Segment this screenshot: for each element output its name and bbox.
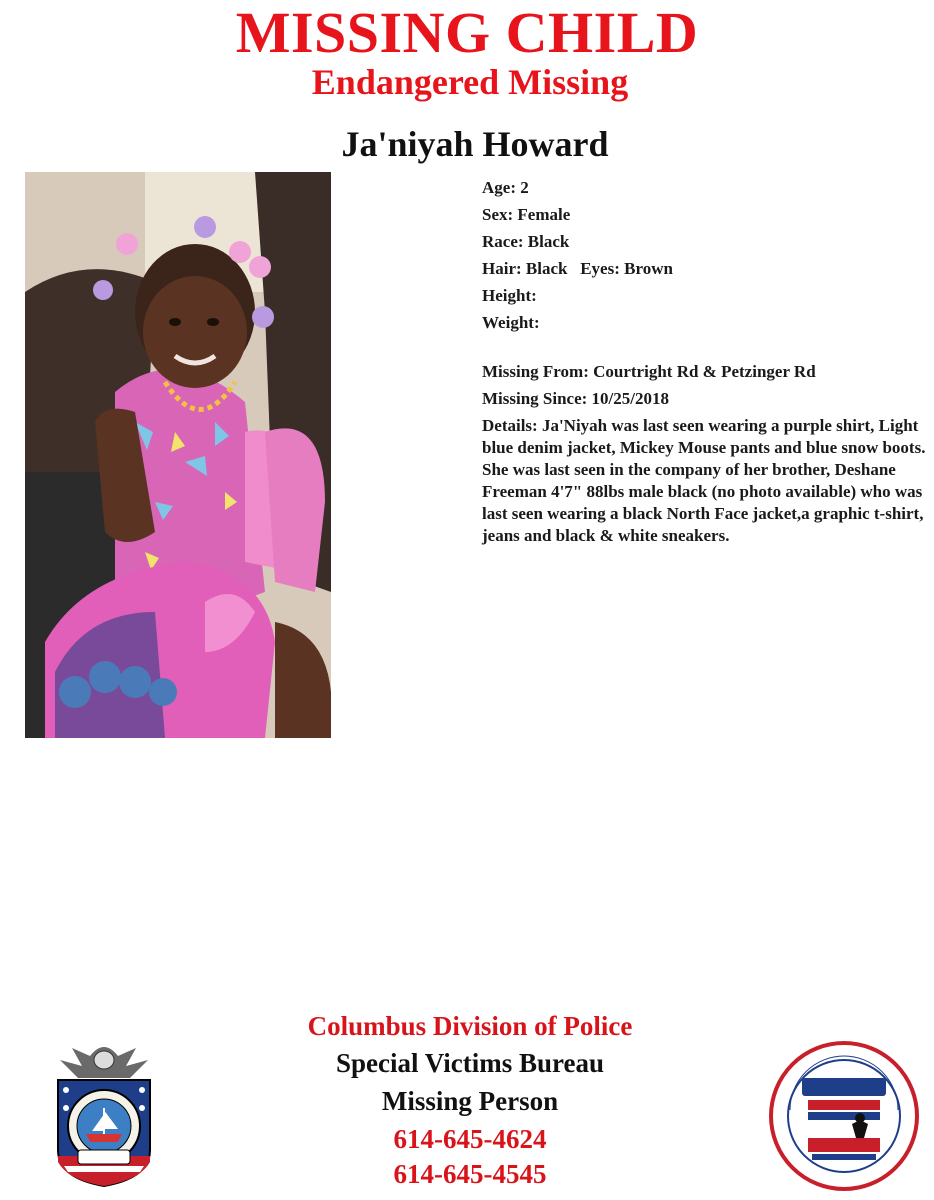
phone-number-1: 614-645-4624 [393,1124,547,1154]
subheadline-endangered: Endangered Missing [311,62,629,102]
ncmec-locater-logo [768,1040,920,1192]
child-details-panel [482,174,927,547]
weight-field: Weight: [482,313,540,332]
hair-eyes-field: Hair: Black Eyes: Brown [482,259,673,278]
child-photo [25,172,331,738]
details-text: Details: Ja'Niyah was last seen wearing a purple shirt, Light blue denim jacket, Mickey Mouse pants and blue snow boots. She was last seen in the company of her brother, Deshane Freeman 4'7" 88lbs male black (no photo available) who was last seen wearing a black North Face jacket,a graphic t-shirt, jeans and black & white sneakers. [482,416,926,545]
sex-field: Sex: Female [482,205,571,224]
race-field: Race: Black [482,232,570,251]
age-field: Age: 2 [482,178,529,197]
phone-number-2: 614-645-4545 [393,1159,547,1189]
missing-from-field: Missing From: Courtright Rd & Petzinger Rd [482,362,816,381]
unit-name: Missing Person [381,1086,559,1116]
missing-since-field: Missing Since: 10/25/2018 [482,389,670,408]
bureau-name: Special Victims Bureau [335,1048,604,1078]
headline-missing-child: MISSING CHILD [235,0,699,65]
agency-name: Columbus Division of Police [307,1011,633,1041]
height-field: Height: [482,286,537,305]
child-name: Ja'niyah Howard [341,124,609,164]
